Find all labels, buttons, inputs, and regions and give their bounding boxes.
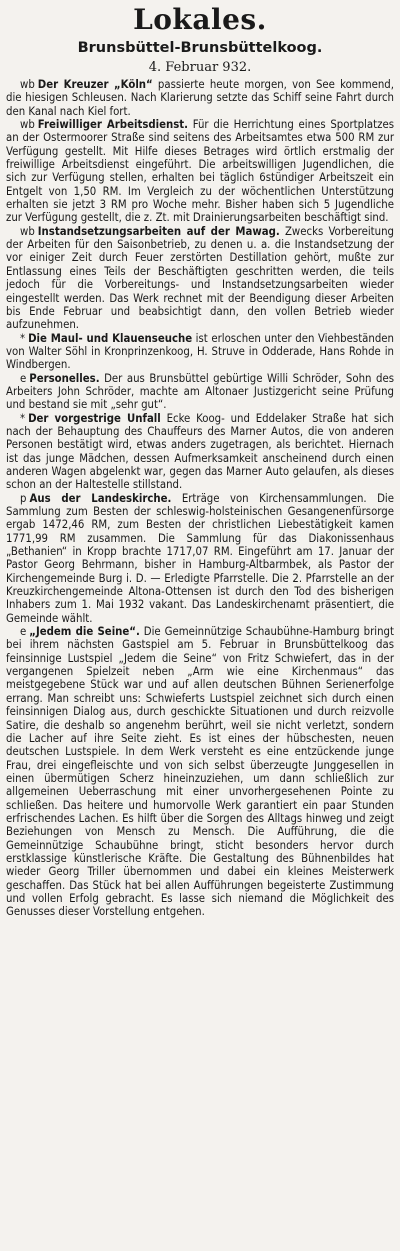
article-body: passierte heute morgen, von See kommend, die hiesigen Schleusen. Nach Klarierung setzte das Schiff seine Fahrt durch den Kanal nach Kiel fort. — [6, 78, 394, 118]
section-title: Lokales. — [133, 3, 267, 36]
article-jedem-die-seine — [6, 625, 394, 919]
article-heading: „Jedem die Seine“. — [29, 625, 140, 639]
article-body: ist erloschen unter den Viehbeständen von Walter Söhl in Kronprinzenkoog, H. Struve in Odderade, Hans Rohde in Windbergen. — [6, 331, 394, 372]
article-marker: e — [20, 371, 27, 385]
article-landeskirche — [6, 492, 394, 625]
article-marker: wb — [20, 224, 35, 238]
article-body: Ecke Koog- und Eddelaker Straße hat sich nach der Behauptung des Chauffeurs des Marner Autos, die von anderen Personen bestätigt wird, etwas anders zugetragen, als berichtet. Hiernach ist das junge Mädchen, dessen Aufmerksamkeit anscheinend durch einen anderen Wagen abgelenkt war, gegen das Marner Auto gelaufen, als dieses schon an der Haltestelle stillstand. — [6, 411, 394, 492]
dateline: 4. Februar 932. — [148, 60, 252, 75]
masthead — [6, 4, 394, 76]
article-marker: e — [20, 625, 27, 639]
article-body: Die Gemeinnützige Schaubühne-Hamburg bringt bei ihrem nächsten Gastspiel am 5. Februar in Brunsbüttelkoog das feinsinnige Lustspiel „Jedem die Seine“ von Fritz Schwiefert, das in der vergangenen Spielzeit neben „Arm wie eine Kirchenmaus“ das meistgegebene Stück war und auf allen deutschen Bühnen Serienerfolge errang. Man schreibt uns: Schwieferts Lustspiel zeichnet sich durch einen feinsinnigen Dialog aus, durch geschickte Situationen und durch reizvolle Satire, die deshalb so angenehm berührt, weil sie nicht verletzt, sondern die Lacher auf ihre Seite zieht. Es ist eines der hübschesten, neuen deutschen Lustspiele. In dem Werk versteht es eine entzückende junge Frau, drei eingefleischte und von sich selbst überzeugte Junggesellen in einen übermütigen Scherz hineinzuziehen, um dann schließlich zur allgemeinen Ueberraschung mit einer unvorhergesehenen Pointe zu schließen. Das heitere und humorvolle Werk garantiert ein paar Stunden erfrischendes Lachen. Es hilft über die Sorgen des Alltags hinweg und zeigt Beziehungen von Mensch zu Mensch. Die Aufführung, die die Gemeinnützige Schaubühne bringt, sticht besonders hervor durch erstklassige künstlerische Kräfte. Die Gestaltung des Bühnenbildes hat wieder Georg Triller übernommen und dabei ein kleines Meisterwerk geschaffen. Das Stück hat bei allen Aufführungen begeisterte Zustimmung und vollen Erfolg gebracht. Es lasse sich niemand die Möglichkeit des Genusses dieser Vorstellung entgehen. — [6, 625, 394, 919]
article-heading: Aus der Landeskirche. — [29, 491, 172, 505]
article-marker: wb — [20, 118, 35, 132]
article-kreuzer-koeln — [6, 78, 394, 118]
article-body: Der aus Brunsbüttel gebürtige Willi Schröder, Sohn des Arbeiters John Schröder, machte am Altonaer Justizgericht seine Prüfung und bestand sie mit „sehr gut“. — [6, 371, 394, 412]
article-marker: * — [20, 331, 26, 345]
section-subtitle: Brunsbüttel-Brunsbüttelkoog. — [77, 40, 323, 56]
article-column — [6, 78, 394, 919]
article-unfall — [6, 412, 394, 492]
article-body: Zwecks Vorbereitung der Arbeiten für den Saisonbetrieb, zu denen u. a. die Instandsetzung der vor einiger Zeit durch Feuer zerstörten Destillation gehört, mußte zur Entlassung eines Teils der Beschäftigten geschritten werden, die teils jedoch für die Vorbereitungs- und Instandsetzungsarbeiten wieder eingestellt werden. Das Werk rechnet mit der Beendigung dieser Arbeiten bis Ende Februar und beabsichtigt dann, den vollen Betrieb wieder aufzunehmen. — [6, 224, 394, 332]
article-marker: wb — [20, 78, 35, 91]
article-heading: Der Kreuzer „Köln“ — [37, 78, 153, 91]
article-marker: * — [20, 411, 26, 425]
article-marker: p — [20, 491, 27, 505]
article-arbeitsdienst — [6, 118, 394, 225]
article-heading: Der vorgestrige Unfall — [28, 411, 161, 425]
article-heading: Freiwilliger Arbeitsdienst. — [37, 118, 189, 132]
article-body: Für die Herrichtung eines Sportplatzes an der Ostermoorer Straße sind seitens des Arbeitsamtes etwa 500 RM zur Verfügung gestellt. Mit Hilfe dieses Betrages wird örtlich erstmalig der freiwillige Arbeitsdienst eingeführt. Die arbeitswilligen Jugendlichen, die sich zur Verfügung stellen, erhalten bei täglich 6stündiger Arbeitszeit ein Entgelt von 1,50 RM. Im Vergleich zu der wöchentlichen Unterstützung erhalten sie jetzt 3 RM pro Woche mehr. Bisher haben sich 5 Jugendliche zur Verfügung gestellt, die z. Zt. mit Drainierungsarbeiten beschäftigt sind. — [6, 118, 394, 225]
article-personelles — [6, 372, 394, 412]
article-heading: Personelles. — [29, 371, 100, 385]
article-mawag — [6, 225, 394, 332]
article-heading: Die Maul- und Klauenseuche — [28, 331, 193, 345]
article-klauenseuche — [6, 332, 394, 372]
article-body: Erträge von Kirchensammlungen. Die Sammlung zum Besten der schleswig-holsteinischen Gesangenenfürsorge ergab 1472,46 RM, zum Besten der christlichen Liebestätigkeit kamen 1771,99 RM zusammen. Die Sammlung für das Diakonissenhaus „Bethanien“ in Kropp brachte 1717,07 RM. Eingeführt am 17. Januar der Pastor Georg Behrmann, bisher in Hamburg-Altbarmbek, als Pastor der Kirchengemeinde Burg i. D. — Erledigte Pfarrstelle. Die 2. Pfarrstelle an der Kreuzkirchengemeinde Altona-Ottensen ist durch den Tod des bisherigen Inhabers zum 1. Mai 1932 vakant. Das Landeskirchenamt präsentiert, die Gemeinde wählt. — [6, 491, 394, 625]
article-heading: Instandsetzungsarbeiten auf der Mawag. — [37, 224, 280, 238]
